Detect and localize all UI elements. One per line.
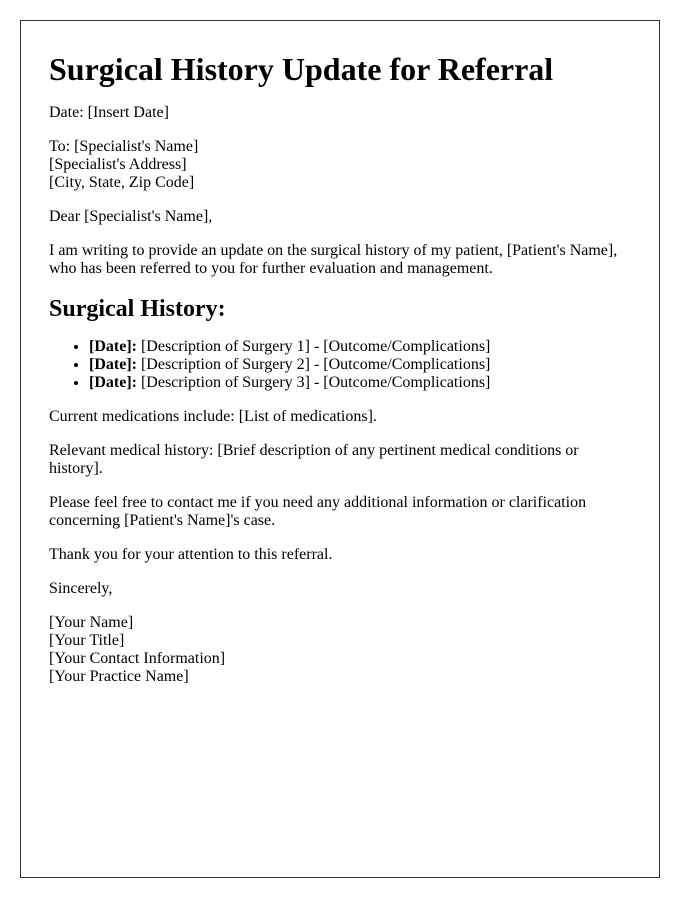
surgery-date: [Date]:	[89, 338, 137, 355]
date-line: Date: [Insert Date]	[49, 104, 169, 121]
surgery-description: [Description of Surgery 2] - [Outcome/Complications]	[136, 356, 491, 373]
medications-paragraph: Current medications include: [List of medications].	[49, 408, 377, 425]
recipient-block	[49, 138, 631, 192]
surgery-description: [Description of Surgery 3] - [Outcome/Complications]	[136, 374, 491, 391]
list-item	[89, 356, 631, 374]
contact-paragraph: Please feel free to contact me if you need any additional information or clarification concerning [Patient's Name]'s case.	[49, 494, 587, 529]
list-item	[89, 374, 631, 392]
surgery-description: [Description of Surgery 1] - [Outcome/Complications]	[136, 338, 491, 355]
salutation: Dear [Specialist's Name],	[49, 208, 213, 225]
surgery-date: [Date]:	[89, 374, 137, 391]
signature-block	[49, 614, 631, 686]
letter-page	[20, 20, 660, 878]
closing: Sincerely,	[49, 580, 113, 597]
list-item	[89, 338, 631, 356]
signature-title: [Your Title]	[49, 632, 125, 649]
medical-history-paragraph: Relevant medical history: [Brief description of any pertinent medical conditions or history].	[49, 442, 579, 477]
surgery-date: [Date]:	[89, 356, 137, 373]
recipient-city: [City, State, Zip Code]	[49, 174, 195, 191]
signature-practice: [Your Practice Name]	[49, 668, 189, 685]
signature-contact: [Your Contact Information]	[49, 650, 226, 667]
surgical-history-heading: Surgical History:	[49, 296, 226, 322]
page-title: Surgical History Update for Referral	[49, 51, 554, 87]
recipient-address: [Specialist's Address]	[49, 156, 187, 173]
surgical-history-list	[49, 338, 631, 392]
signature-name: [Your Name]	[49, 614, 134, 631]
intro-paragraph: I am writing to provide an update on the surgical history of my patient, [Patient's Name], who has been referred to you for further evaluation and management.	[49, 242, 618, 277]
thanks-paragraph: Thank you for your attention to this referral.	[49, 546, 333, 563]
recipient-name: To: [Specialist's Name]	[49, 138, 199, 155]
